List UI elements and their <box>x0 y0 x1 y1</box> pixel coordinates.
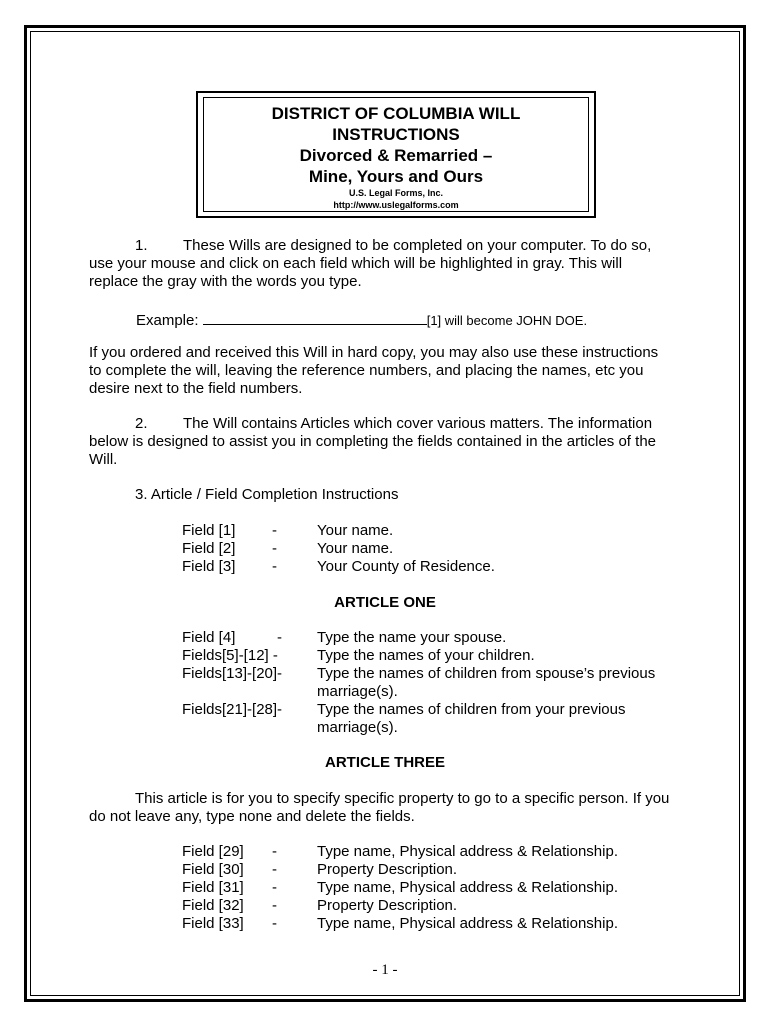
field-desc: Your name. <box>317 522 394 539</box>
example-blank-underline <box>203 310 427 325</box>
field-label: Field [33] <box>182 915 244 932</box>
field-label: Field [2] <box>182 540 236 557</box>
field-label: Field [32] <box>182 897 244 914</box>
title-line-2: INSTRUCTIONS <box>332 125 460 144</box>
para-2-line-2: below is designed to assist you in completing the fields contained in the articles of the <box>89 433 656 450</box>
field-dash: - <box>272 522 277 539</box>
para-3-heading: 3. Article / Field Completion Instructions <box>135 486 399 503</box>
para-2-number: 2. <box>135 415 148 432</box>
title-line-1: DISTRICT OF COLUMBIA WILL <box>271 104 521 123</box>
example-suffix: [1] will become JOHN DOE. <box>426 313 588 328</box>
field-dash: - <box>272 540 277 557</box>
field-dash: - <box>272 897 277 914</box>
subtitle-line-2: Mine, Yours and Ours <box>308 167 484 186</box>
field-desc: Type name, Physical address & Relationship. <box>317 879 618 896</box>
para-2 <box>89 415 689 469</box>
para-2-line-3: Will. <box>89 451 118 468</box>
para-hardcopy <box>89 344 689 398</box>
para-hardcopy-line-3: desire next to the field numbers. <box>89 380 303 397</box>
field-desc: Type the name your spouse. <box>317 629 507 646</box>
page-number: - 1 - <box>372 962 398 978</box>
title-box <box>203 97 589 212</box>
company-url[interactable]: http://www.uslegalforms.com <box>333 200 459 210</box>
para-hardcopy-line-1: If you ordered and received this Will in hard copy, you may also use these instructions <box>89 344 659 361</box>
para-1-line-2: use your mouse and click on each field which will be highlighted in gray. This will <box>89 255 623 272</box>
field-desc: Your name. <box>317 540 394 557</box>
field-desc: Your County of Residence. <box>317 558 495 575</box>
field-desc: Type the names of your children. <box>317 647 535 664</box>
para-1-line-3: replace the gray with the words you type. <box>89 273 362 290</box>
field-dash: - <box>272 861 277 878</box>
article-three-heading: ARTICLE THREE <box>325 754 445 771</box>
field-dash: - <box>272 558 277 575</box>
para-1 <box>89 237 689 291</box>
company-name: U.S. Legal Forms, Inc. <box>348 188 444 198</box>
field-label: Fields[13]-[20]- <box>182 665 283 682</box>
field-dash: - <box>277 629 282 646</box>
para-2-line-1: 2. The Will contains Articles which cover various matters. The information <box>135 415 653 432</box>
field-label: Fields[5]-[12] - <box>182 647 278 664</box>
article-three-intro-line-1: This article is for you to specify specific property to go to a specific person. If you <box>135 790 670 807</box>
para-1-line-1: 1. These Wills are designed to be completed on your computer. To do so, <box>135 237 652 254</box>
field-label: Field [31] <box>182 879 244 896</box>
subtitle-line-1: Divorced & Remarried – <box>299 146 493 165</box>
field-desc: Property Description. <box>317 861 458 878</box>
field-label: Field [30] <box>182 861 244 878</box>
para-1-number: 1. <box>135 237 148 254</box>
field-desc: Type the names of children from your previous marriage(s). <box>317 701 626 736</box>
example-line <box>136 310 587 330</box>
field-label: Field [4] <box>182 629 236 646</box>
field-dash: - <box>272 843 277 860</box>
field-desc: Type name, Physical address & Relationship. <box>317 915 618 932</box>
field-dash: - <box>272 915 277 932</box>
para-hardcopy-line-2: to complete the will, leaving the reference numbers, and placing the names, etc you <box>89 362 644 379</box>
field-desc: Property Description. <box>317 897 458 914</box>
field-label: Field [3] <box>182 558 236 575</box>
field-label: Fields[21]-[28]- <box>182 701 283 718</box>
article-one-heading: ARTICLE ONE <box>334 594 436 611</box>
field-desc: Type the names of children from spouse’s previous marriage(s). <box>317 665 656 700</box>
field-dash: - <box>272 879 277 896</box>
article-three-intro <box>89 790 689 826</box>
field-desc: Type name, Physical address & Relationship. <box>317 843 618 860</box>
field-label: Field [1] <box>182 522 236 539</box>
example-label: Example: <box>136 312 199 329</box>
field-label: Field [29] <box>182 843 244 860</box>
article-three-intro-line-2: do not leave any, type none and delete the fields. <box>89 808 415 825</box>
